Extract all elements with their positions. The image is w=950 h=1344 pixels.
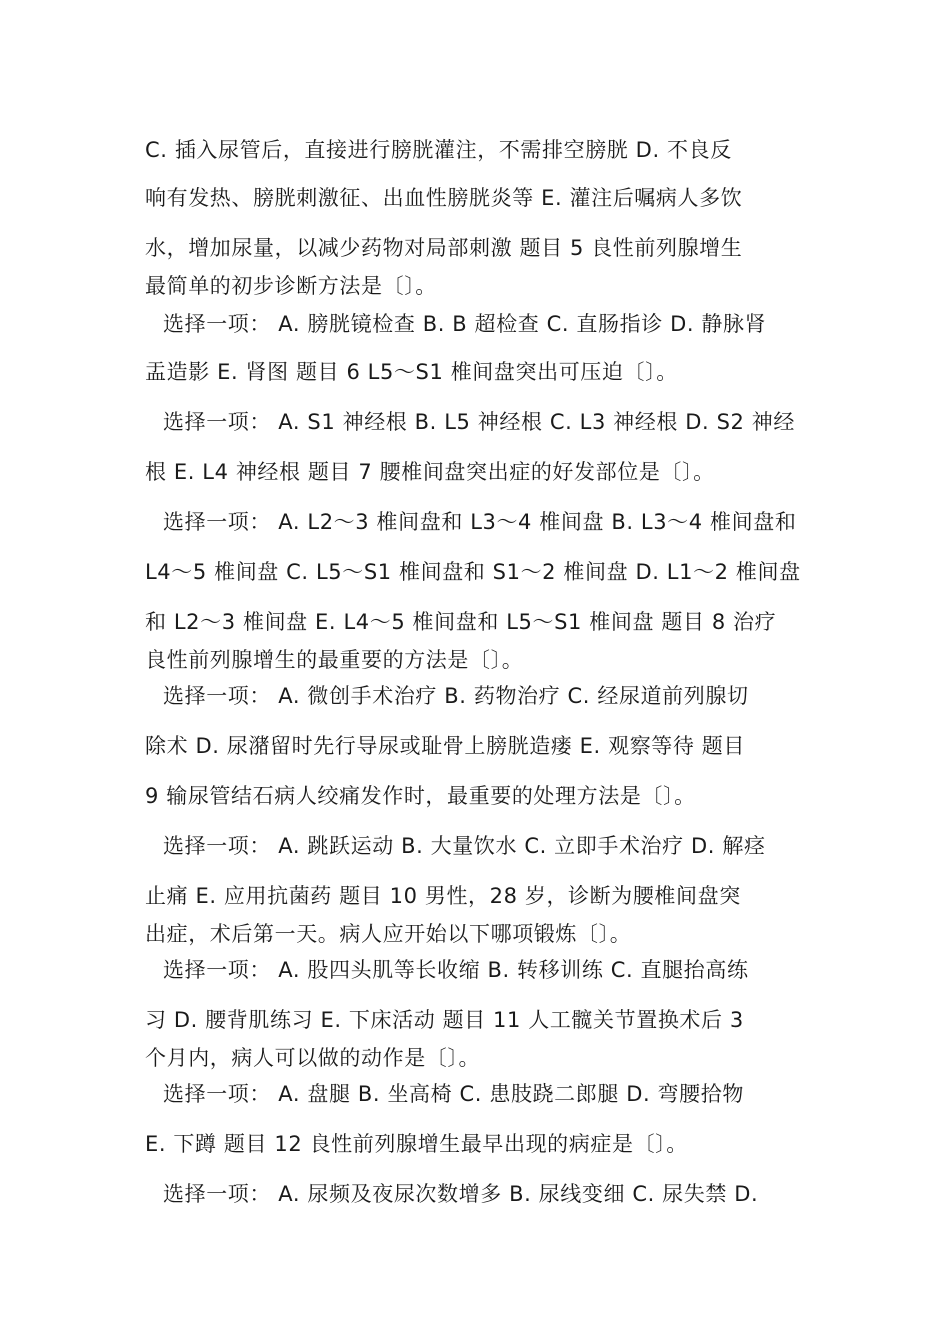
text-line: C. 插入尿管后，直接进行膀胱灌注，不需排空膀胱 D. 不良反 xyxy=(145,138,732,162)
text-line: 响有发热、膀胱刺激征、出血性膀胱炎等 E. 灌注后嘱病人多饮 xyxy=(145,186,743,210)
text-line: 最简单的初步诊断方法是〔〕。 xyxy=(145,274,437,298)
text-line: L4～5 椎间盘 C. L5～S1 椎间盘和 S1～2 椎间盘 D. L1～2 椎间盘 xyxy=(145,560,801,584)
text-line: 出症，术后第一天。病人应开始以下哪项锻炼〔〕。 xyxy=(145,922,632,946)
question-options-line: 选择一项： A. 膀胱镜检查 B. B 超检查 C. 直肠指诊 D. 静脉肾 xyxy=(163,312,767,336)
question-options-line: 选择一项： A. S1 神经根 B. L5 神经根 C. L3 神经根 D. S2 神经 xyxy=(163,410,795,434)
text-line: 止痛 E. 应用抗菌药 题目 10 男性，28 岁，诊断为腰椎间盘突 xyxy=(145,884,741,908)
question-options-line: 选择一项： A. 盘腿 B. 坐高椅 C. 患肢跷二郎腿 D. 弯腰拾物 xyxy=(163,1082,744,1106)
text-line: 和 L2～3 椎间盘 E. L4～5 椎间盘和 L5～S1 椎间盘 题目 8 治疗 xyxy=(145,610,777,634)
text-line: 9 输尿管结石病人绞痛发作时，最重要的处理方法是〔〕。 xyxy=(145,784,696,808)
question-options-line: 选择一项： A. 股四头肌等长收缩 B. 转移训练 C. 直腿抬高练 xyxy=(163,958,749,982)
text-line: E. 下蹲 题目 12 良性前列腺增生最早出现的病症是〔〕。 xyxy=(145,1132,688,1156)
text-line: 盂造影 E. 肾图 题目 6 L5～S1 椎间盘突出可压迫〔〕。 xyxy=(145,360,678,384)
text-line: 习 D. 腰背肌练习 E. 下床活动 题目 11 人工髋关节置换术后 3 xyxy=(145,1008,744,1032)
text-line: 根 E. L4 神经根 题目 7 腰椎间盘突出症的好发部位是〔〕。 xyxy=(145,460,715,484)
question-options-line: 选择一项： A. L2～3 椎间盘和 L3～4 椎间盘 B. L3～4 椎间盘和 xyxy=(163,510,797,534)
text-line: 水，增加尿量，以减少药物对局部刺激 题目 5 良性前列腺增生 xyxy=(145,236,743,260)
question-options-line: 选择一项： A. 尿频及夜尿次数增多 B. 尿线变细 C. 尿失禁 D. xyxy=(163,1182,759,1206)
text-line: 良性前列腺增生的最重要的方法是〔〕。 xyxy=(145,648,524,672)
text-line: 个月内，病人可以做的动作是〔〕。 xyxy=(145,1046,481,1070)
question-options-line: 选择一项： A. 跳跃运动 B. 大量饮水 C. 立即手术治疗 D. 解痉 xyxy=(163,834,766,858)
question-options-line: 选择一项： A. 微创手术治疗 B. 药物治疗 C. 经尿道前列腺切 xyxy=(163,684,749,708)
text-line: 除术 D. 尿潴留时先行导尿或耻骨上膀胱造瘘 E. 观察等待 题目 xyxy=(145,734,745,758)
